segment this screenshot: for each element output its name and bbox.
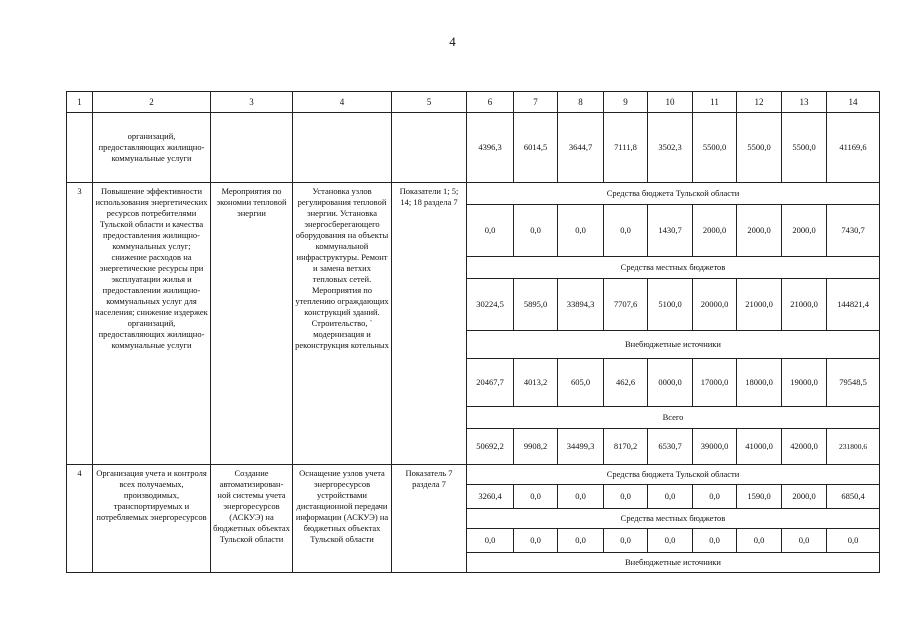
value-cell: 3502,3 (648, 113, 693, 183)
value-cell: 0,0 (648, 529, 693, 553)
value-cell: 19000,0 (782, 359, 827, 407)
value-cell: 462,6 (604, 359, 648, 407)
value-cell: 4013,2 (514, 359, 558, 407)
page-number: 4 (449, 34, 456, 49)
value-cell: 2000,0 (693, 205, 737, 257)
value-cell: 0,0 (737, 529, 782, 553)
value-cell: 605,0 (558, 359, 604, 407)
value-cell: 79548,5 (827, 359, 880, 407)
activity-cell: Установка узлов регулирования тепловой энергии. Установка энергосберегающего оборудования на объекты коммунальной инфраструктуры. Ремонт и замена ветхих тепловых сетей. Мероприятия по утеплению ограждающих конструкций зданий. Строительство, ` модернизация и реконструкция котельных (293, 183, 392, 465)
value-cell: 41000,0 (737, 429, 782, 465)
value-cell: 0,0 (693, 529, 737, 553)
indicator-cell (392, 113, 467, 183)
program-table (66, 91, 880, 573)
value-cell: 41169,6 (827, 113, 880, 183)
funding-source-label: Средства местных бюджетов (467, 509, 880, 529)
header-cell: 12 (737, 92, 782, 113)
value-cell: 0,0 (514, 205, 558, 257)
header-cell: 14 (827, 92, 880, 113)
value-cell: 7111,8 (604, 113, 648, 183)
goal-cell: организаций, предоставляющих жилищно-коммунальные услуги (93, 113, 211, 183)
header-cell: 6 (467, 92, 514, 113)
value-cell: 0,0 (604, 485, 648, 509)
header-cell: 9 (604, 92, 648, 113)
value-cell: 5500,0 (782, 113, 827, 183)
row-number-cell (67, 113, 93, 183)
value-cell: 18000,0 (737, 359, 782, 407)
funding-source-label: Средства бюджета Тульской области (467, 183, 880, 205)
value-cell: 0,0 (467, 205, 514, 257)
value-cell: 144821,4 (827, 279, 880, 331)
value-cell: 21000,0 (737, 279, 782, 331)
header-cell: 4 (293, 92, 392, 113)
value-cell: 5100,0 (648, 279, 693, 331)
activity-cell: Оснащение узлов учета энергоресурсов устройствами дистанционной передачи информации (АСКУЭ) на бюджетных объектах Тульской области (293, 465, 392, 573)
value-cell: 0,0 (558, 529, 604, 553)
value-cell: 17000,0 (693, 359, 737, 407)
goal-cell: Повышение эффективности использования энергетических ресурсов потребителями Тульской области и качества предоставления жилищно-коммунальных услуг; снижение расходов на энергетические ресурсы при эксплуатации жилья и предоставлении жилищно-коммунальных услуг для населения; снижение издержек организаций, предоставляющих жилищно-коммунальные услуги (93, 183, 211, 465)
value-cell: 0,0 (693, 485, 737, 509)
header-row (67, 92, 880, 113)
indicator-cell: Показатели 1; 5; 14; 18 раздела 7 (392, 183, 467, 465)
value-cell: 2000,0 (782, 485, 827, 509)
indicator-cell: Показатель 7 раздела 7 (392, 465, 467, 573)
value-cell: 5500,0 (693, 113, 737, 183)
header-cell: 13 (782, 92, 827, 113)
funding-source-label: Внебюджетные источники (467, 553, 880, 573)
row-number-cell: 4 (67, 465, 93, 573)
value-cell: 3644,7 (558, 113, 604, 183)
value-cell: 0000,0 (648, 359, 693, 407)
value-cell: 6850,4 (827, 485, 880, 509)
value-cell: 34499,3 (558, 429, 604, 465)
value-cell: 8170,2 (604, 429, 648, 465)
value-cell: 1430,7 (648, 205, 693, 257)
value-cell: 0,0 (604, 529, 648, 553)
value-cell: 0,0 (467, 529, 514, 553)
value-cell: 2000,0 (737, 205, 782, 257)
funding-source-label: Средства местных бюджетов (467, 257, 880, 279)
value-cell: 7707,6 (604, 279, 648, 331)
activity-cell (293, 113, 392, 183)
value-cell: 21000,0 (782, 279, 827, 331)
value-cell: 0,0 (604, 205, 648, 257)
header-cell: 10 (648, 92, 693, 113)
row-number-cell: 3 (67, 183, 93, 465)
value-cell: 1590,0 (737, 485, 782, 509)
value-cell: 0,0 (782, 529, 827, 553)
value-cell: 20467,7 (467, 359, 514, 407)
value-cell: 5895,0 (514, 279, 558, 331)
header-cell: 5 (392, 92, 467, 113)
value-cell: 20000,0 (693, 279, 737, 331)
funding-source-label: Средства бюджета Тульской области (467, 465, 880, 485)
value-cell: 0,0 (827, 529, 880, 553)
value-cell: 4396,3 (467, 113, 514, 183)
value-cell: 0,0 (558, 485, 604, 509)
value-cell: 6530,7 (648, 429, 693, 465)
value-cell: 7430,7 (827, 205, 880, 257)
row4-band-1 (67, 465, 880, 485)
header-cell: 2 (93, 92, 211, 113)
value-cell: 0,0 (558, 205, 604, 257)
value-cell: 9908,2 (514, 429, 558, 465)
value-cell: 5500,0 (737, 113, 782, 183)
header-cell: 11 (693, 92, 737, 113)
funding-source-label: Всего (467, 407, 880, 429)
value-cell: 6014,5 (514, 113, 558, 183)
value-cell: 2000,0 (782, 205, 827, 257)
value-cell: 231800,6 (827, 429, 880, 465)
funding-source-label: Внебюджетные источники (467, 331, 880, 359)
value-cell: 30224,5 (467, 279, 514, 331)
value-cell: 42000,0 (782, 429, 827, 465)
value-cell: 0,0 (514, 485, 558, 509)
value-cell: 0,0 (514, 529, 558, 553)
header-cell: 1 (67, 92, 93, 113)
goal-cell: Организация учета и контроля всех получаемых, производимых, транспортируемых и потребляемых энергоресурсов (93, 465, 211, 573)
measure-cell (211, 113, 293, 183)
value-cell: 50692,2 (467, 429, 514, 465)
measure-cell: Мероприятия по экономии тепловой энергии (211, 183, 293, 465)
measure-cell: Создание автоматизирован-ной системы учета энергоресурсов (АСКУЭ) на бюджетных объектах Тульской области (211, 465, 293, 573)
header-cell: 8 (558, 92, 604, 113)
value-cell: 39000,0 (693, 429, 737, 465)
row3-band-1 (67, 183, 880, 205)
value-cell: 0,0 (648, 485, 693, 509)
header-cell: 7 (514, 92, 558, 113)
value-cell: 3260,4 (467, 485, 514, 509)
header-cell: 3 (211, 92, 293, 113)
continuation-row (67, 113, 880, 183)
value-cell: 33894,3 (558, 279, 604, 331)
